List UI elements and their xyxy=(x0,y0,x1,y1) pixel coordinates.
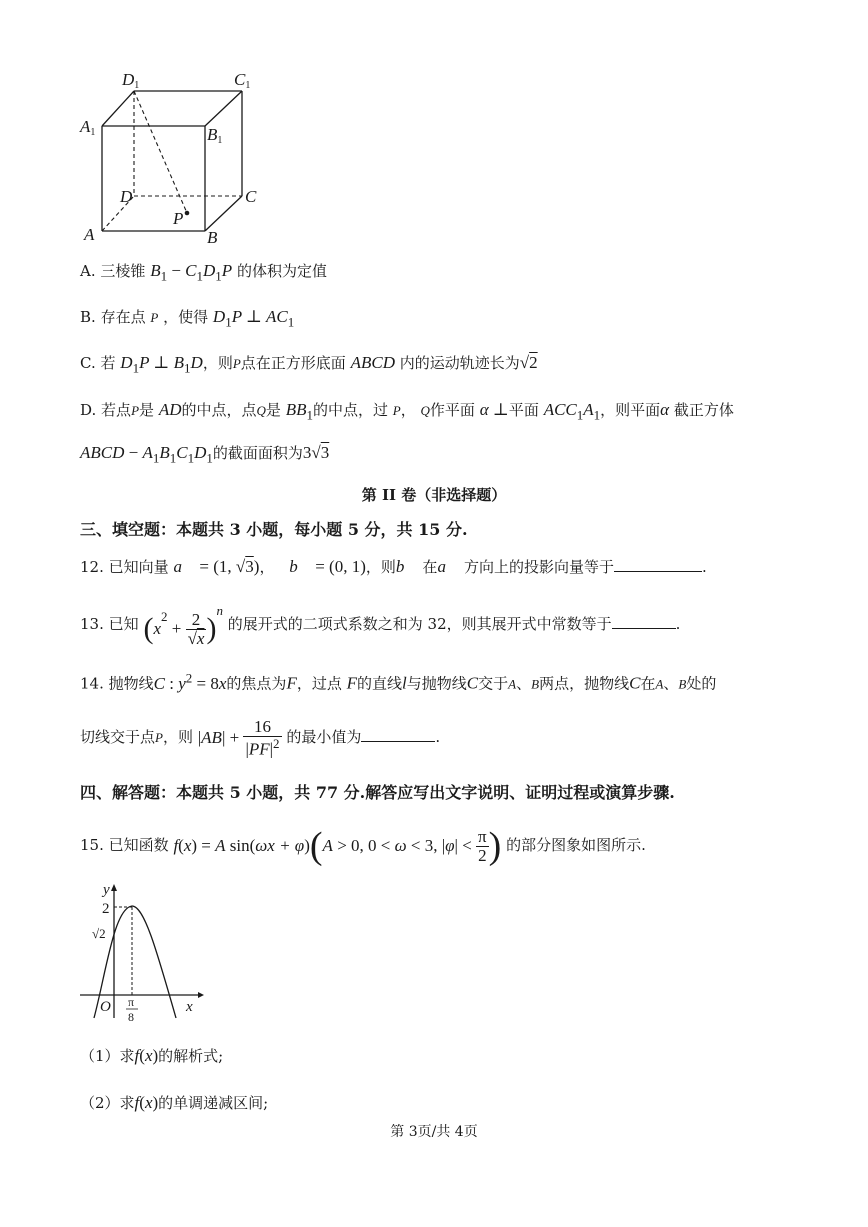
question-15-part-2: （2）求f(x)的单调递减区间; xyxy=(80,1093,269,1112)
label-d: D xyxy=(120,187,133,206)
option-c: C. 若 $D_1P$ ⊥ $B_1D$，则P点在正方形底面 ABCD 内的运动轨迹长为√2 xyxy=(80,353,538,376)
graph-tick-sqrt2: √2 xyxy=(92,926,106,941)
answer-blank-12[interactable] xyxy=(614,570,702,572)
question-15: 15. 已知函数 f(x) = A sin(ωx + φ)(A > 0, 0 < ω < 3, |φ| < $\frac{\pi}{2}$ ) 的部分图象如图所示. xyxy=(80,825,646,867)
question-12: 12. 已知向量 a⃗ = (1, √3)， b⃗ = (0, 1)，则b⃗ 在a⃗ 方向上的投影向量等于 . xyxy=(80,557,707,576)
label-d1: D1 xyxy=(122,70,140,91)
point-p xyxy=(185,211,190,216)
math-sqrt2: √2 xyxy=(519,353,538,372)
math-binomial: ($x^2$ + $\frac{2}{√x}$ )$^n$ xyxy=(143,603,223,648)
option-d: D. 若点P是 AD的中点，点Q是 $BB_1$的中点，过 P， Q作平面 α ⊥平面 $ACC_1A_1$，则平面α 截正方体 xyxy=(80,400,734,423)
question-13: 13. 已知 ($x^2$ + $\frac{2}{√x}$ )$^n$ 的展开式的二项式系数之和为 32，则其展开式中常数等于 . xyxy=(80,603,681,648)
question-14: 14. 抛物线C : $y^2 = 8x$的焦点为F，过点 F的直线l与抛物线C交于A、B两点，抛物线C在A、B处的 xyxy=(80,670,717,693)
question-14-line2: 切线交于点P，则 |AB| + $\frac{16}{|PF|^2}$ 的最小值为 . xyxy=(80,717,441,759)
label-a: A xyxy=(84,225,95,244)
graph-origin: O xyxy=(100,999,111,1015)
edge-a1d1 xyxy=(102,91,134,126)
label-a1: A1 xyxy=(80,117,96,138)
graph-tick-2: 2 xyxy=(102,901,110,917)
answer-blank-14[interactable] xyxy=(361,740,435,742)
label-c: C xyxy=(245,187,257,206)
option-b: B. 存在点 P ，使得 $D_1P$ ⊥ $AC_1$ xyxy=(80,307,295,330)
option-d-line2: ABCD − $A_1B_1C_1D_1$的截面面积为3√3 xyxy=(80,443,330,466)
math-perp-b: $D_1P$ ⊥ $AC_1$ xyxy=(212,307,295,330)
graph-tick-pi: π xyxy=(128,995,135,1009)
graph-tick-8: 8 xyxy=(128,1010,134,1023)
segment-d1p xyxy=(134,91,187,213)
section-2-title: 第 II 卷（非选择题） xyxy=(361,486,507,504)
page-footer: 第 3页/共 4页 xyxy=(390,1124,478,1140)
edge-bc xyxy=(205,196,242,231)
label-b: B xyxy=(207,228,218,246)
function-graph xyxy=(76,878,206,1023)
option-a: A. 三棱锥 $B_1 - C_1D_1P$ 的体积为定值 xyxy=(80,261,327,284)
label-c1: C1 xyxy=(234,70,251,91)
math-tetra: $B_1 - C_1D_1P$ xyxy=(150,261,233,284)
question-15-part-1: （1）求f(x)的解析式; xyxy=(80,1046,224,1065)
label-p: P xyxy=(173,209,184,228)
answer-blank-13[interactable] xyxy=(612,627,676,629)
math-ab-pf: |AB| + $\frac{16}{|PF|^2}$ xyxy=(197,717,280,759)
graph-x-label: x xyxy=(186,999,193,1015)
cube-figure xyxy=(70,68,270,246)
math-function: f(x) = A sin(ωx + φ)(A > 0, 0 < ω < 3, |φ| < $\frac{\pi}{2}$ ) xyxy=(173,825,502,867)
graph-y-label: y xyxy=(103,882,110,898)
edge-b1c1 xyxy=(205,91,242,126)
label-b1: B1 xyxy=(207,125,223,146)
section-3-title: 三、填空题：本题共 3 小题，每小题 5 分，共 15 分. xyxy=(80,520,468,539)
section-4-title: 四、解答题：本题共 5 小题，共 77 分.解答应写出文字说明、证明过程或演算步骤. xyxy=(80,783,675,802)
